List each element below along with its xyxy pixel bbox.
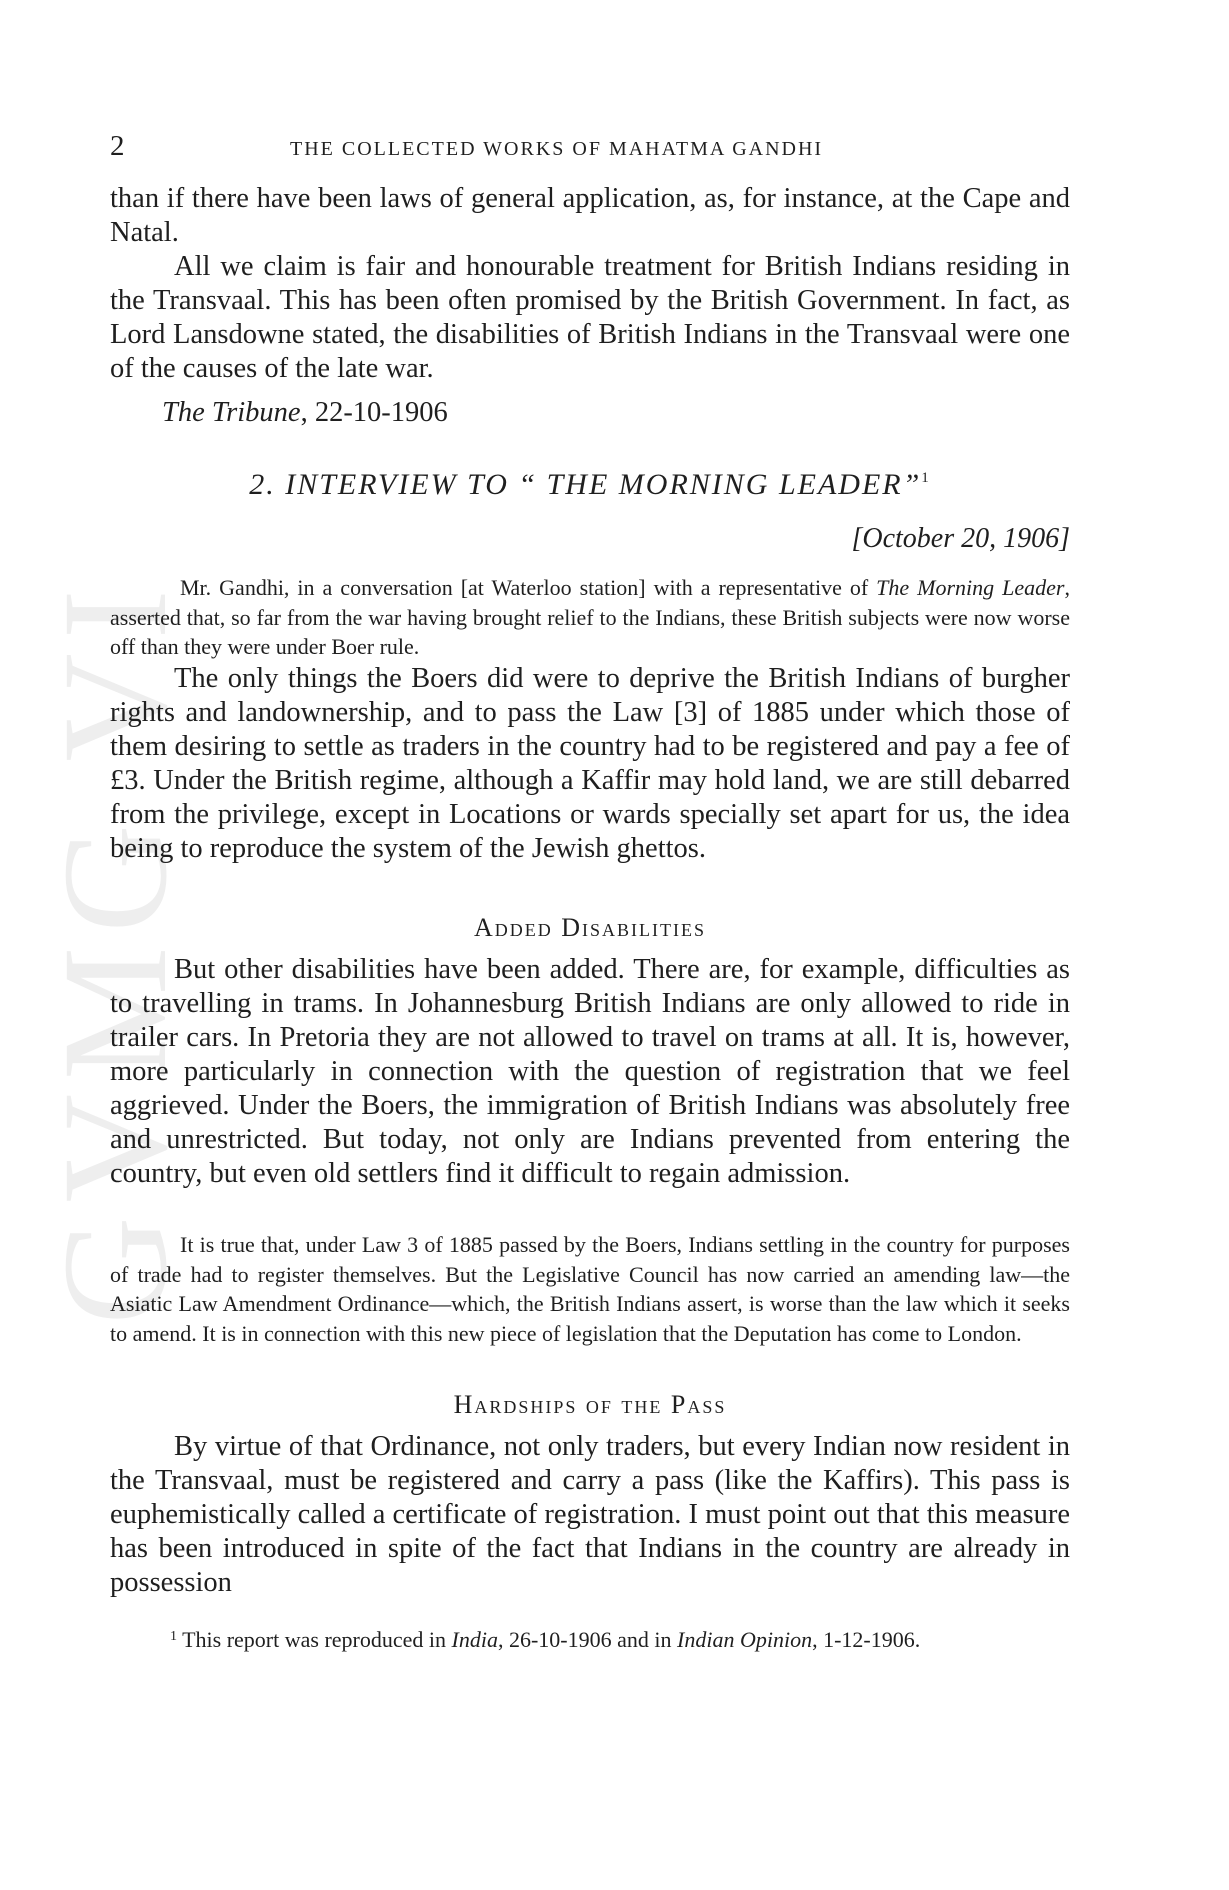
running-title: THE COLLECTED WORKS OF MAHATMA GANDHI <box>290 138 824 160</box>
source-citation <box>162 397 448 429</box>
page-number: 2 <box>110 130 125 162</box>
footnote-text-c: , 1-12-1906. <box>812 1627 921 1652</box>
article-title-text: 2. INTERVIEW TO “ THE MORNING LEADER” <box>249 468 922 501</box>
footnote <box>170 1627 920 1653</box>
source-publication: The Tribune <box>162 397 301 428</box>
intro-text-b: , asserted that, so far from the war having brought relief to the Indians, these British subjects were now worse off than they were under Boer rule. <box>110 575 1070 659</box>
page-header <box>110 130 1070 170</box>
intro-paper-name: The Morning Leader <box>876 575 1065 600</box>
footnote-publication-2: Indian Opinion <box>677 1627 813 1652</box>
body-paragraph-1: The only things the Boers did were to deprive the British Indians of burgher rights and landownership, and to pass the Law [3] of 1885 under which those of them desiring to settle as traders in the country had to be registered and pay a fee of £3. Under the British regime, although a Kaffir may hold land, we are still debarred from the privilege, except in Locations or wards specially set apart for us, the idea being to reproduce the system of the Jewish ghettos. <box>110 663 1070 864</box>
footnote-text-a: This report was reproduced in <box>177 1627 452 1652</box>
footnote-marker: 1 <box>921 470 931 486</box>
body-paragraph-2: But other disabilities have been added. There are, for example, difficulties as to travelling in trams. In Johannesburg British Indians are only allowed to ride in trailer cars. In Pretoria they are not allowed to travel on trams at all. It is, however, more particularly in connection with the question of registration that we feel aggrieved. Under the Boers, the immigration of British Indians was absolutely free and unrestricted. But today, not only are Indians prevented from entering the country, but even old settlers find it difficult to regain admission. <box>110 954 1070 1189</box>
footnote-text-b: , 26-10-1906 and in <box>497 1627 678 1652</box>
watermark-text: GVMG VI <box>32 575 198 1325</box>
article-date: [October 20, 1906] <box>851 523 1070 554</box>
article-title <box>110 468 1070 502</box>
body-paragraph-4: By virtue of that Ordinance, not only traders, but every Indian now resident in the Transvaal, must be registered and carry a pass (like the Kaffirs). This pass is euphemistically called a certificate of registration. I must point out that this measure has been introduced in spite of the fact that Indians in the country are already in possession <box>110 1431 1070 1598</box>
subheading-added-disabilities: Added Disabilities <box>473 913 707 942</box>
intro-text-a: Mr. Gandhi, in a conversation [at Waterloo station] with a representative of <box>180 575 877 600</box>
source-date: , 22-10-1906 <box>300 397 448 428</box>
intro-paragraph <box>110 573 1070 662</box>
footnote-mark: 1 <box>170 1629 177 1644</box>
continued-paragraph: than if there have been laws of general application, as, for instance, at the Cape and Natal. <box>110 183 1070 248</box>
subheading-hardships-of-the-pass: Hardships of the Pass <box>453 1390 727 1419</box>
footnote-publication-1: India <box>451 1627 498 1652</box>
body-paragraph-3: It is true that, under Law 3 of 1885 passed by the Boers, Indians settling in the country for purposes of trade had to register themselves. But the Legislative Council has now carried an amending law—the Asiatic Law Amendment Ordinance—which, the British Indians assert, is worse than the law which it seeks to amend. It is in connection with this new piece of legislation that the Deputation has come to London. <box>110 1232 1070 1346</box>
claim-paragraph: All we claim is fair and honourable treatment for British Indians residing in the Transvaal. This has been often promised by the British Government. In fact, as Lord Lansdowne stated, the disabilities of British Indians in the Transvaal were one of the causes of the late war. <box>110 251 1070 384</box>
